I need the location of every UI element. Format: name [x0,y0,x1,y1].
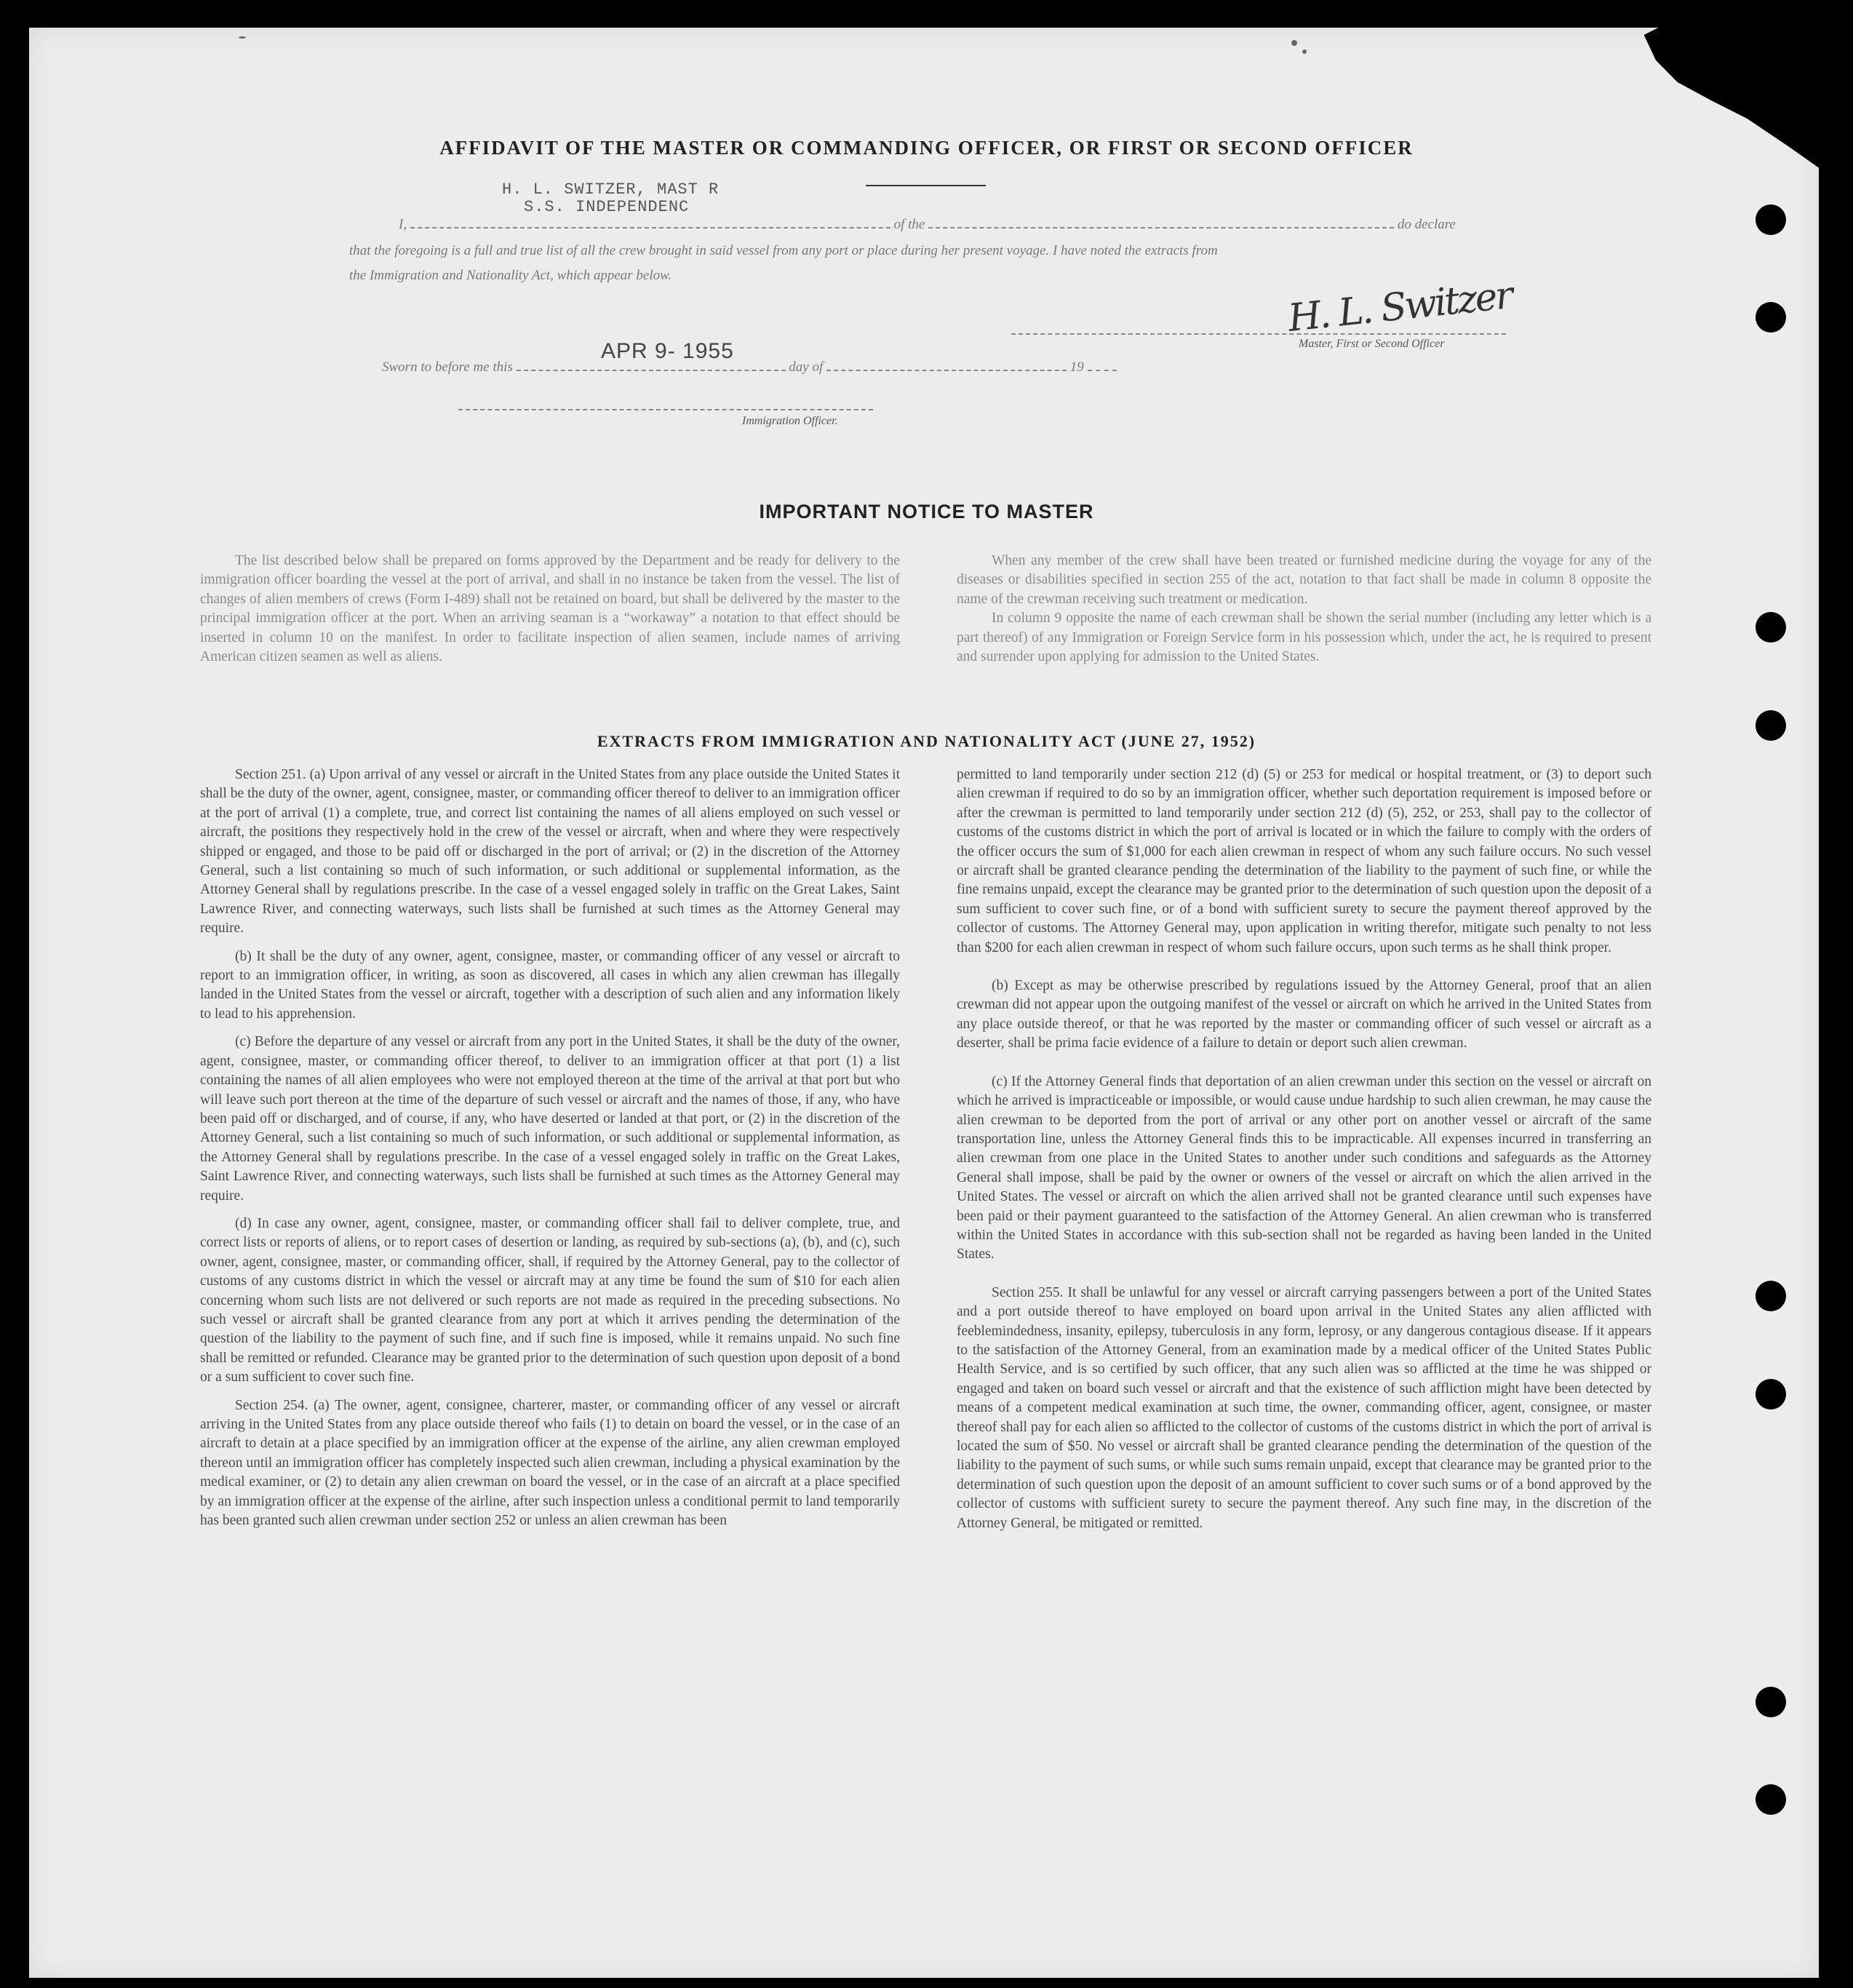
typed-vessel-name: S.S. INDEPENDENC [524,198,690,216]
year-blank [1088,359,1117,371]
month-blank [826,359,1067,371]
sworn-year: 19 [1069,359,1084,375]
statement-line-1: that the foregoing is a full and true list of all the crew brought in said vessel from any port or place during her present voyage. I have noted the extracts from [349,243,1218,258]
affidavit-title: AFFIDAVIT OF THE MASTER OR COMMANDING OFFICER, OR FIRST OR SECOND OFFICER [439,137,1414,159]
section-254-a: Section 254. (a) The owner, agent, consignee, charterer, master, or commanding officer of any vessel or aircraft arriving in the United States from any place outside thereof who fails (1) to detain on board the vessel, or in the case of an aircraft to detain at a place specified by an immigration officer at the expense of the airline, any alien crewman employed thereon until an immigration officer has completely inspected such alien crewman, including a physical examination by the medical examiner, or (2) to detain any alien crewman on board the vessel, or in the case of an aircraft at a place specified by an immigration officer at the expense of the airline, after such inspection unless a conditional permit to land temporarily has been granted such alien crewman under section 252 or unless an alien crewman has been [200,1397,900,1529]
sworn-prefix: Sworn to before me this [382,359,513,375]
officer-signature-line [458,409,873,410]
speck [1291,40,1297,46]
name-blank [410,217,890,228]
punch-hole [1756,302,1786,333]
day-blank [517,359,786,371]
section-251-c: (c) Before the departure of any vessel or aircraft from any port in the United States, it shall be the duty of the owner, agent, consignee, master, or commanding officer thereof, to deliver to an immigration officer at that port (1) a list containing the names of all alien employees who were not employed thereon at the time of the arrival at that port but who will leave such port thereon at the time of the departure of such vessel or aircraft and the names of those, if any, who have been paid off or discharged, and of course, if any, who have deserted or landed at that port, or (2) in the discretion of the Attorney General, such a list containing so much of such information, or such additional or supplemental information, as the Attorney General shall by regulations prescribe. In the case of a vessel engaged solely in traffic on the Great Lakes, Saint Lawrence River, and connecting waterways, such lists shall be furnished at such times as the Attorney General may require. [200,1034,900,1204]
punch-hole [1756,1687,1786,1717]
section-251-d: (d) In case any owner, agent, consignee, master, or commanding officer shall fail to deliver complete, true, and correct lists or reports of aliens, or to report cases of desertion or landing, as required by sub-sections (a), (b), and (c), such owner, agent, consignee, master, or commanding officer, shall, if required by the Attorney General, pay to the collector of customs of any customs district in which the vessel or aircraft may at any time be found the sum of $10 for each alien concerning whom such lists are not delivered or such reports are not made as required in the preceding subsections. No such vessel or aircraft shall be granted clearance from any port at which it arrives pending the determination of the question of the liability to the payment of such fine, and if such fine is imposed, while it remains unpaid. No such fine shall be remitted or refunded. Clearance may be granted prior to the determination of such question upon deposit of a bond or a sum sufficient to cover such fine. [200,1215,900,1385]
label-do-declare: do declare [1397,217,1456,232]
punch-hole [1756,204,1786,235]
speck [239,36,246,39]
signer-caption: Master, First or Second Officer [1299,338,1445,350]
title-rule [866,185,986,186]
notice-right-column [957,552,1651,667]
declaration-line [399,217,1456,233]
punch-hole [1756,1784,1786,1815]
section-254-c: (c) If the Attorney General finds that deportation of an alien crewman under this section on the vessel or aircraft on which he arrived is impracticeable or impossible, or would cause undue hardship to such alien crewman, he may cause the alien crewman to be deported from the port of arrival or any other port on another vessel or aircraft of the same transportation line, unless the Attorney General finds this to be impracticable. All expenses incurred in transferring an alien crewman from one place in the United States to another under such conditions and safeguards as the Attorney General shall impose, shall be paid by the owner or owners of the vessel or aircraft on which the alien arrived in the United States. The vessel or aircraft on which the alien arrived shall not be granted clearance until such expenses have been paid or their payment guaranteed to the satisfaction of the Attorney General. An alien crewman who is transferred within the United States in accordance with this sub-section shall not be regarded as having been landed in the United States. [957,1073,1651,1263]
sworn-line [382,359,1117,375]
date-stamp: APR 9- 1955 [601,339,734,363]
extracts-right-column [957,766,1651,1542]
statement-line-2: the Immigration and Nationality Act, which appear below. [349,268,672,283]
master-signature: H. L. Switzer [1286,274,1513,341]
section-251-b: (b) It shall be the duty of any owner, agent, consignee, master, or commanding officer of any vessel or aircraft to report to an immigration officer, in writing, as soon as discovered, all cases in which any alien crewman has illegally landed in the United States from the vessel or aircraft, together with a description of such alien and any information likely to lead to his apprehension. [200,948,900,1022]
typed-master-name: H. L. SWITZER, MAST R [502,180,720,199]
section-251-a: Section 251. (a) Upon arrival of any vessel or aircraft in the United States from any place outside the United States it shall be the duty of the owner, agent, consignee, master, or commanding officer thereof to deliver to an immigration officer at the port of arrival (1) a complete, true, and correct list containing the names of all aliens employed on such vessel or aircraft, the positions they respectively hold in the crew of the vessel or aircraft, when and where they were respectively shipped or engaged, and those to be paid off or discharged in the port of arrival; or (2) in the discretion of the Attorney General, such a list containing so much of such information, or such additional or supplemental information, as the Attorney General shall by regulations prescribe. In the case of a vessel engaged solely in traffic on the Great Lakes, Saint Lawrence River, and connecting waterways, such lists shall be furnished at such times as the Attorney General may require. [200,767,900,937]
vessel-blank [928,217,1394,228]
section-254-a-cont: permitted to land temporarily under section 212 (d) (5) or 253 for medical or hospital treatment, or (3) to deport such alien crewman if required to do so by an immigration officer, whether such deportation requirement is imposed before or after the crewman is permitted to land temporarily under section 212 (d) (5), 252, or 253, shall pay to the collector of customs of the customs district in which the port of arrival is located or in which the failure to comply with the orders of the officer occurs the sum of $1,000 for each alien crewman in respect of whom any such failure occurs. No such vessel or aircraft shall be granted clearance pending the determination of the liability to the payment of such fine, or while the fine remains unpaid, except the clearance may be granted prior to the determination of such question upon the deposit of a sum sufficient to cover such fine, or of a bond with sufficient surety to secure the payment thereof approved by the collector of customs. The Attorney General may, upon application in writing therefor, mitigate such penalty to not less than $200 for each alien crewman in respect of whom such failure occurs, upon such terms as he shall think proper. [957,767,1651,955]
extracts-left-column [200,766,900,1539]
speck [1302,49,1307,54]
notice-title: IMPORTANT NOTICE TO MASTER [759,501,1094,522]
punch-hole [1756,1379,1786,1410]
notice-left-column [200,552,900,667]
section-255: Section 255. It shall be unlawful for any vessel or aircraft carrying passengers between a port of the United States and a port outside thereof to have employed on board upon arrival in the United States any alien afflicted with feeblemindedness, insanity, epilepsy, tuberculosis in any form, leprosy, or any dangerous contagious disease. If it appears to the satisfaction of the Attorney General, from an examination made by a medical officer of the United States Public Health Service, and is so certified by such officer, that any such alien was so afflicted at the time he was shipped or engaged and taken on board such vessel or aircraft and that the existence of such affliction might have been detected by means of a competent medical examination at such time, the owner, commanding officer, agent, consignee, or master thereof shall pay for each alien so afflicted to the collector of customs of the customs district in which the port of arrival is located the sum of $50. No vessel or aircraft shall be granted clearance pending the determination of the question of the liability to the payment of such sums, or while such sums remain unpaid, except that clearance may be granted prior to the determination of such question upon the deposit of an amount sufficient to cover such sums or of a bond approved by the collector of customs with sufficient surety to secure the payment thereof. Any such fine may, in the discretion of the Attorney General, be mitigated or remitted. [957,1284,1651,1531]
notice-right-paragraph-1: When any member of the crew shall have been treated or furnished medicine during the voyage for any of the diseases or disabilities specified in section 255 of the act, notation to that fact shall be made in column 8 opposite the name of the crewman receiving such treatment or medication. [957,553,1651,607]
section-254-b: (b) Except as may be otherwise prescribed by regulations issued by the Attorney General, proof that an alien crewman did not appear upon the outgoing manifest of the vessel or aircraft on which he arrived in the United States from any place outside thereof, or that he was reported by the master or commanding officer of such vessel or aircraft as a deserter, shall be prima facie evidence of a failure to detain or deport such alien crewman. [957,978,1651,1051]
notice-left-paragraph: The list described below shall be prepared on forms approved by the Department and be ready for delivery to the immigration officer boarding the vessel at the port of arrival, and shall in no instance be taken from the vessel. The list of changes of alien members of crews (Form I-489) shall not be retained on board, but shall be delivered by the master to the principal immigration officer at the port. When an arriving seaman is a “workaway” a notation to that effect should be inserted in column 10 on the manifest. In order to facilitate inspection of alien seamen, include names of arriving American citizen seamen as well as aliens. [200,553,900,665]
punch-hole [1756,612,1786,643]
label-of-the: of the [893,217,925,232]
label-i: I, [399,217,407,232]
extracts-title: EXTRACTS FROM IMMIGRATION AND NATIONALITY ACT (JUNE 27, 1952) [597,732,1256,750]
sworn-day-of: day of [789,359,824,375]
officer-caption: Immigration Officer. [742,415,838,427]
punch-hole [1756,1281,1786,1311]
notice-right-paragraph-2: In column 9 opposite the name of each crewman shall be shown the serial number (including any letter which is a part thereof) of any Immigration or Foreign Service form in his possession which, under the act, he is required to present and surrender upon applying for admission to the United States. [957,611,1651,665]
signature-line [1011,333,1506,335]
